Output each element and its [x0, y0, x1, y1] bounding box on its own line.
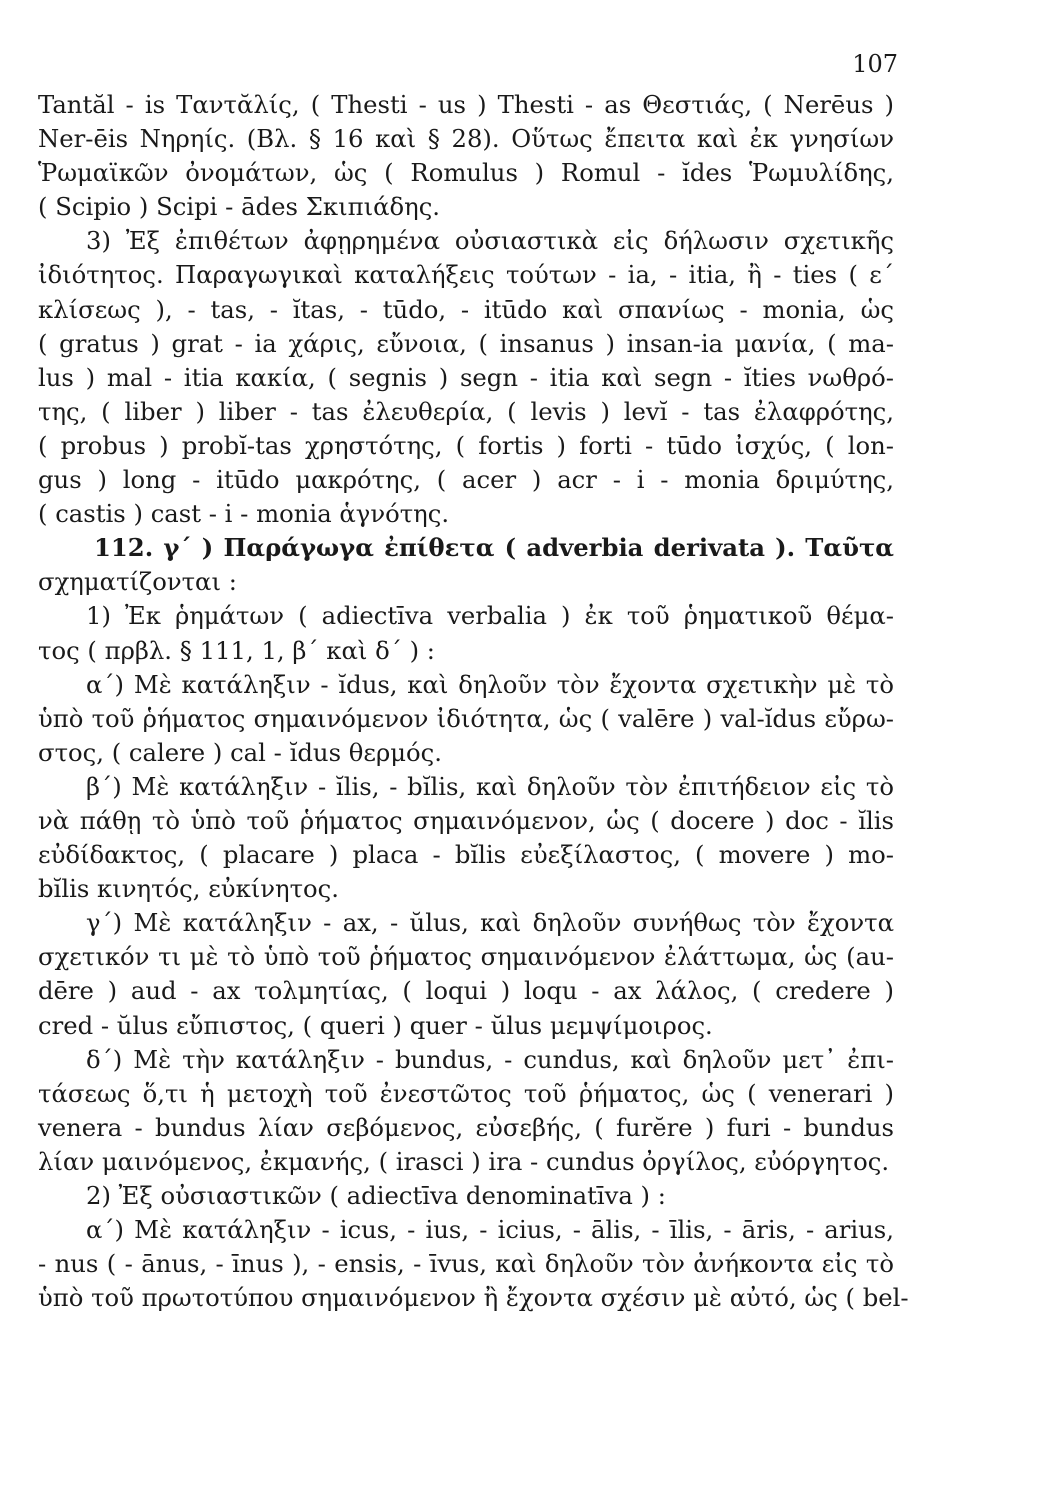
text-line: λίαν μαινόμενος, ἐκμανής, ( irasci ) ira - cundus ὀργίλος, εὐόργητος. — [38, 1146, 890, 1176]
text-line: Ner-ēis Νηρηίς. (Βλ. § 16 καὶ § 28). Οὕτως ἔπειτα καὶ ἐκ γνησίων — [38, 124, 894, 154]
text-line: ἰδιότητος. Παραγωγικαὶ καταλήξεις τούτων - ia, - itia, ἢ - ties ( ε´ — [38, 260, 894, 290]
text-line: σχηματίζονται : — [38, 567, 237, 597]
text-line: gus ) long - itūdo μακρότης, ( acer ) acr - i - monia δριμύτης, — [38, 465, 894, 495]
text-line: κλίσεως ), - tas, - ĭtas, - tūdo, - itūdo καὶ σπανίως - monia, ὡς — [38, 294, 894, 324]
text-line: ὑπὸ τοῦ ῥήματος σημαινόμενον ἰδιότητα, ὡς ( valēre ) val-ĭdus εὔρω- — [38, 703, 894, 733]
text-line: - nus ( - ānus, - īnus ), - ensis, - īvus, καὶ δηλοῦν τὸν ἀνήκοντα εἰς τὸ — [38, 1249, 894, 1279]
subsection-heading-2: 2) Ἐξ οὐσιαστικῶν ( adiectīva denominatīva ) : — [86, 1181, 666, 1210]
text-line: cred - ŭlus εὔπιστος, ( queri ) quer - ŭlus μεμψίμοιρος. — [38, 1010, 713, 1040]
section-heading-112: 112. γ´ ) Παράγωγα ἐπίθετα ( adverbia derivata ). Ταῦτα — [94, 533, 894, 563]
text-line: venera - bundus λίαν σεβόμενος, εὐσεβής, ( furĕre ) furi - bundus — [38, 1112, 894, 1142]
text-line: τος ( πρβλ. § 111, 1, β´ καὶ δ´ ) : — [38, 635, 435, 665]
text-line: ( castis ) cast - i - monia ἁγνότης. — [38, 499, 450, 529]
text-line: στος, ( calere ) cal - ĭdus θερμός. — [38, 737, 443, 767]
text-line: ὑπὸ τοῦ πρωτοτύπου σημαινόμενον ἢ ἔχοντα σχέσιν μὲ αὐτό, ὡς ( bel- — [38, 1283, 909, 1313]
item-gamma: γ´) Μὲ κατάληξιν - ax, - ŭlus, καὶ δηλοῦν συνήθως τὸν ἔχοντα — [86, 908, 894, 938]
subsection-heading-3: 3) Ἐξ ἐπιθέτων ἀφῃρημένα οὐσιαστικὰ εἰς δήλωσιν σχετικῆς — [86, 226, 894, 256]
page-number: 107 — [852, 50, 898, 78]
item-beta: β´) Μὲ κατάληξιν - ĭlis, - bĭlis, καὶ δηλοῦν τὸν ἐπιτήδειον εἰς τὸ — [86, 771, 894, 801]
text-line: νὰ πάθῃ τὸ ὑπὸ τοῦ ῥήματος σημαινόμενον, ὡς ( docere ) doc - ĭlis — [38, 805, 894, 835]
text-line: Ῥωμαϊκῶν ὀνομάτων, ὡς ( Romulus ) Romul - ĭdes Ῥωμυλίδης, — [38, 158, 894, 188]
text-line: bĭlis κινητός, εὐκίνητος. — [38, 874, 340, 904]
text-line: ( probus ) probĭ-tas χρηστότης, ( fortis ) forti - tūdo ἰσχύς, ( lon- — [38, 430, 894, 460]
page-body — [38, 88, 909, 1315]
subsection-heading-1: 1) Ἐκ ῥημάτων ( adiectīva verbalia ) ἐκ τοῦ ῥηματικοῦ θέμα- — [86, 601, 894, 631]
text-line: ( Scipio ) Scipi - ādes Σκιπιάδης. — [38, 192, 441, 222]
text-line: lus ) mal - itia κακία, ( segnis ) segn - itia καὶ segn - ĭties νωθρό- — [38, 362, 894, 392]
text-line: σχετικόν τι μὲ τὸ ὑπὸ τοῦ ῥήματος σημαινόμενον ἐλάττωμα, ὡς (au- — [38, 942, 894, 972]
text-line: εὐδίδακτος, ( placare ) placa - bĭlis εὐεξίλαστος, ( movere ) mo- — [38, 840, 894, 870]
item-delta: δ´) Μὲ τὴν κατάληξιν - bundus, - cundus, καὶ δηλοῦν μετ᾿ ἐπι- — [86, 1044, 894, 1074]
item-alpha-2: α´) Μὲ κατάληξιν - icus, - ius, - icius, - ālis, - īlis, - āris, - arius, — [86, 1215, 894, 1245]
text-line: Tantăl - is Ταντᾰλίς, ( Thesti - us ) Thesti - as Θεστιάς, ( Nerēus ) — [38, 90, 894, 119]
text-line: ( gratus ) grat - ia χάρις, εὔνοια, ( insanus ) insan-ia μανία, ( ma- — [38, 328, 894, 358]
text-line: dēre ) aud - ax τολμητίας, ( loqui ) loqu - ax λάλος, ( credere ) — [38, 976, 894, 1006]
item-alpha: α´) Μὲ κατάληξιν - ĭdus, καὶ δηλοῦν τὸν ἔχοντα σχετικὴν μὲ τὸ — [86, 669, 894, 699]
text-line: τάσεως ὅ,τι ἡ μετοχὴ τοῦ ἐνεστῶτος τοῦ ῥήματος, ὡς ( venerari ) — [38, 1078, 894, 1108]
text-line: της, ( liber ) liber - tas ἐλευθερία, ( levis ) levĭ - tas ἐλαφρότης, — [38, 396, 894, 426]
